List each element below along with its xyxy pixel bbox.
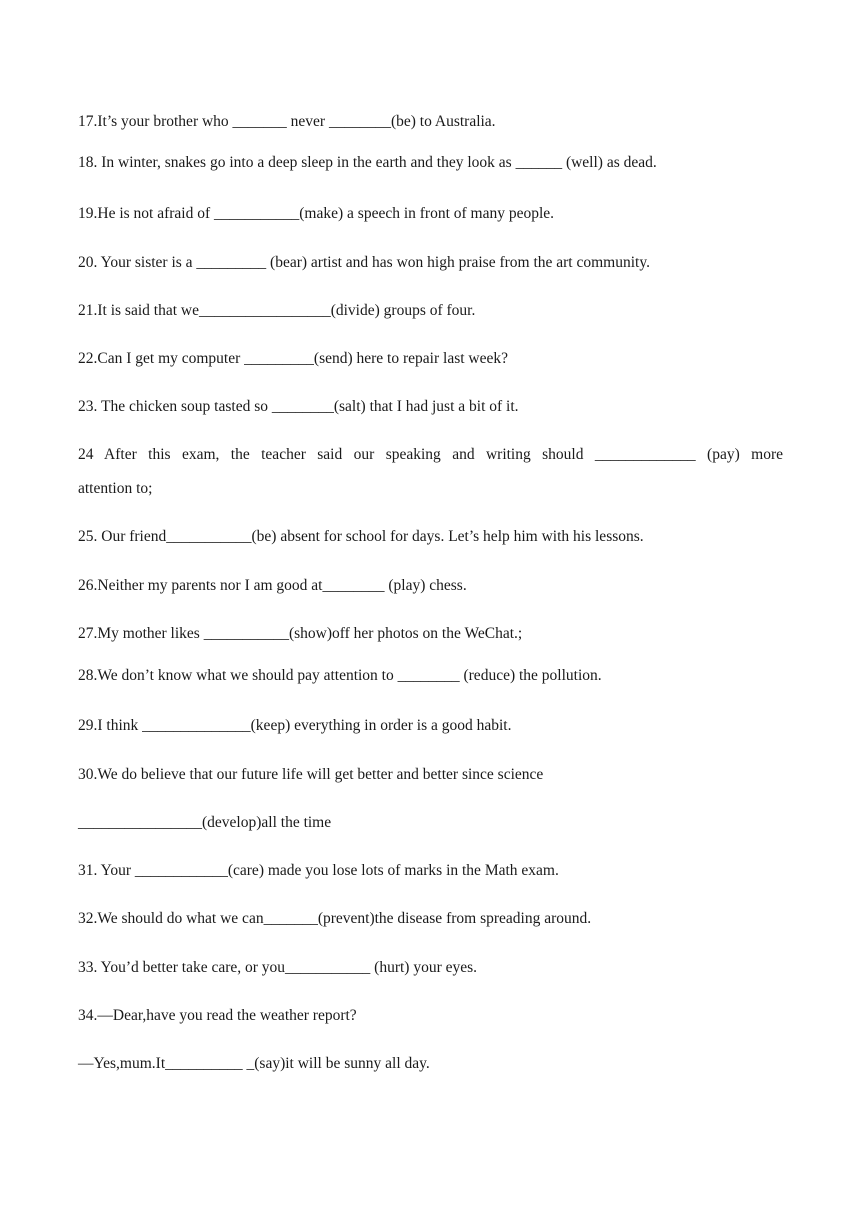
question-34-line-1: 34.—Dear,have you read the weather report? (78, 1007, 357, 1024)
question-25: 25. Our friend___________(be) absent for school for days. Let’s help him with his lessons. (78, 528, 644, 545)
question-22: 22.Can I get my computer _________(send) here to repair last week? (78, 350, 508, 367)
question-30-line-1: 30.We do believe that our future life will get better and better since science (78, 766, 544, 783)
question-24-line-2: attention to; (78, 480, 153, 497)
question-27: 27.My mother likes ___________(show)off her photos on the WeChat.; (78, 625, 523, 642)
question-31: 31. Your ____________(care) made you lose lots of marks in the Math exam. (78, 862, 559, 879)
question-17: 17.It’s your brother who _______ never ________(be) to Australia. (78, 113, 496, 130)
question-26: 26.Neither my parents nor I am good at________ (play) chess. (78, 577, 467, 594)
question-28: 28.We don’t know what we should pay attention to ________ (reduce) the pollution. (78, 667, 602, 684)
question-23: 23. The chicken soup tasted so ________(salt) that I had just a bit of it. (78, 398, 519, 415)
question-20: 20. Your sister is a _________ (bear) artist and has won high praise from the art community. (78, 254, 650, 271)
question-24-line-1: 24 After this exam, the teacher said our speaking and writing should _____________ (pay) more (78, 446, 783, 463)
question-29: 29.I think ______________(keep) everything in order is a good habit. (78, 717, 512, 734)
question-30-line-2: ________________(develop)all the time (78, 814, 332, 831)
question-32: 32.We should do what we can_______(prevent)the disease from spreading around. (78, 910, 592, 927)
question-21: 21.It is said that we_________________(divide) groups of four. (78, 302, 476, 319)
question-33: 33. You’d better take care, or you___________ (hurt) your eyes. (78, 959, 478, 976)
question-34-line-2: —Yes,mum.It__________ _(say)it will be sunny all day. (78, 1055, 430, 1072)
question-18: 18. In winter, snakes go into a deep sleep in the earth and they look as ______ (well) as dead. (78, 154, 657, 171)
question-19: 19.He is not afraid of ___________(make) a speech in front of many people. (78, 205, 555, 222)
